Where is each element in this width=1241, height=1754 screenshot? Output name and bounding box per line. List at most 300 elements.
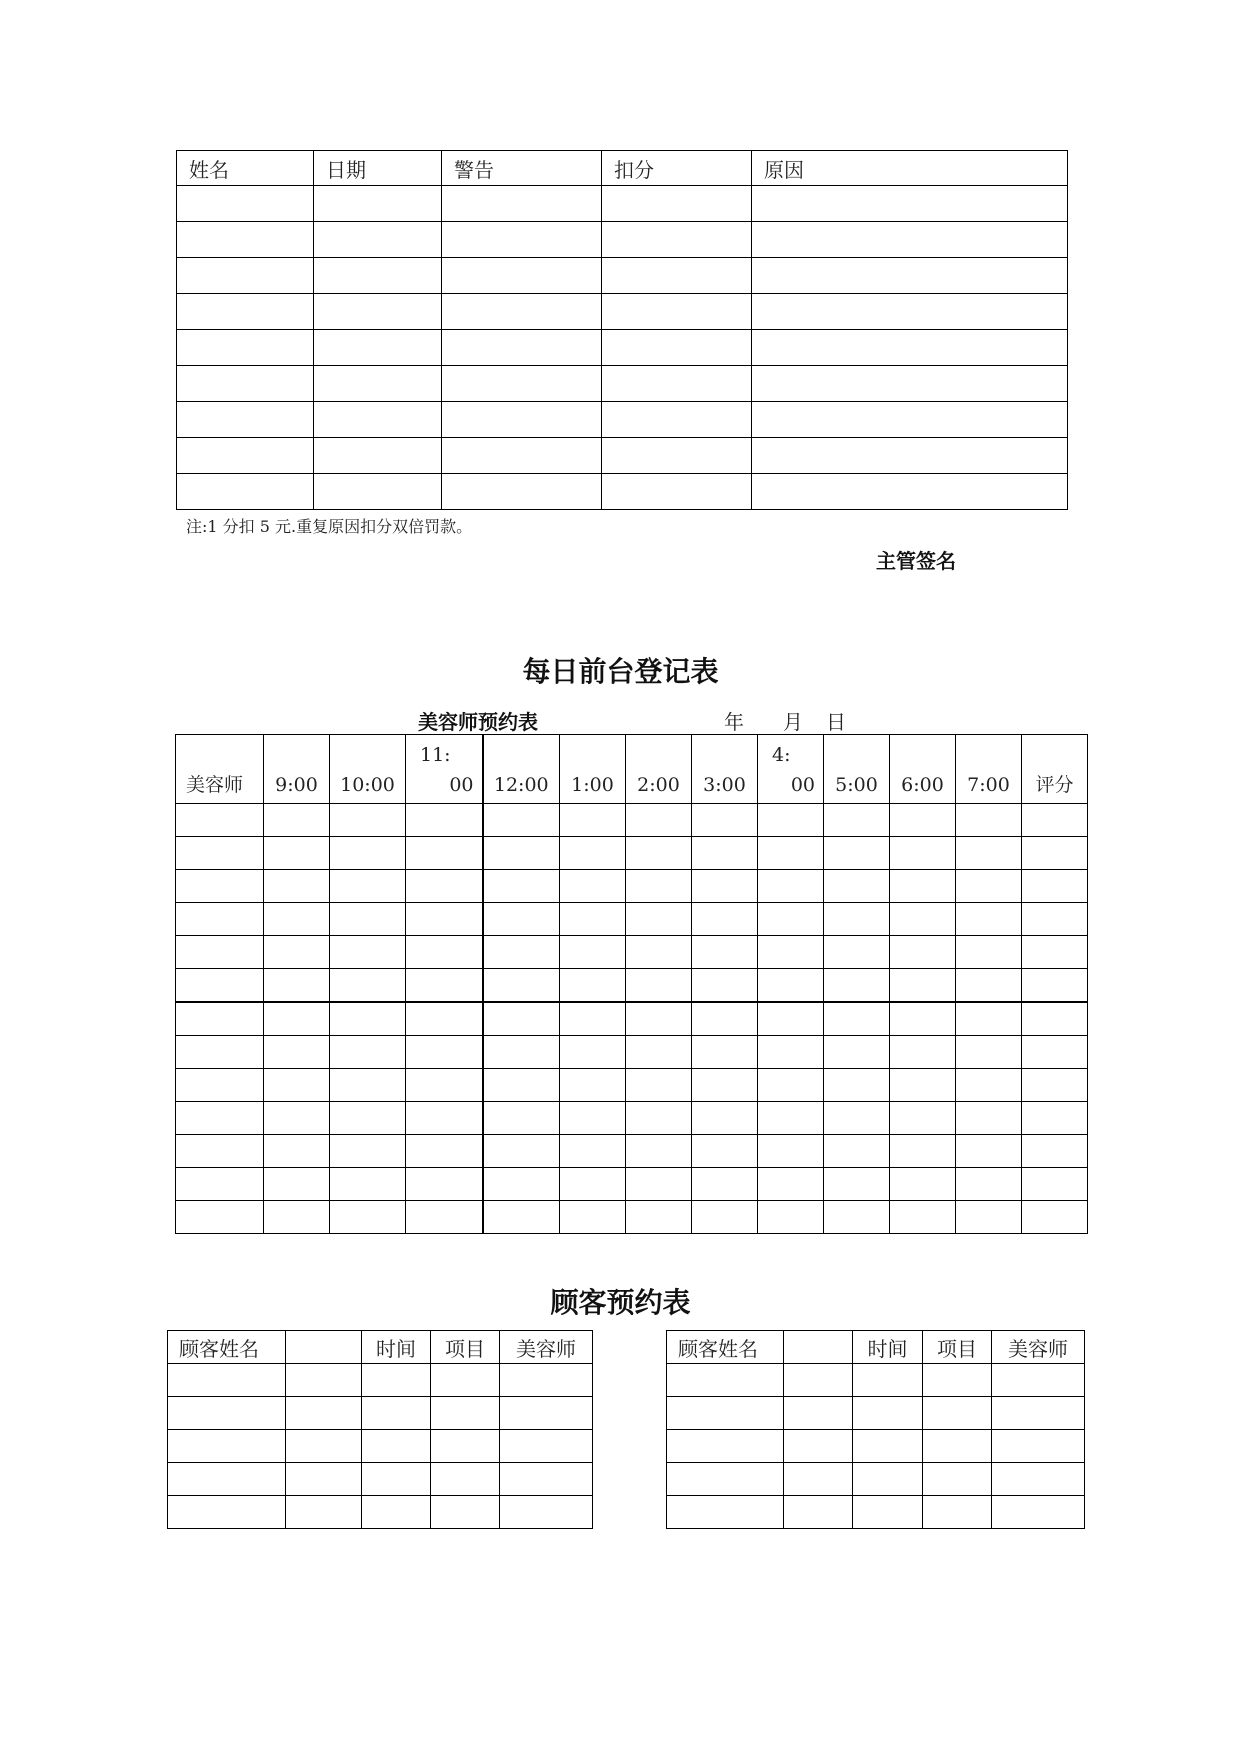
schedule-row-cell[interactable] — [1022, 870, 1088, 903]
booking-right-row — [667, 1496, 1085, 1529]
schedule-row-cell[interactable] — [626, 903, 692, 936]
schedule-row-cell[interactable] — [560, 969, 626, 1003]
schedule-row-cell[interactable] — [1022, 903, 1088, 936]
schedule-row-cell[interactable] — [626, 1102, 692, 1135]
penalty-row-cell[interactable] — [314, 402, 442, 438]
booking-right-row-cell[interactable] — [992, 1496, 1085, 1529]
penalty-row-cell[interactable] — [752, 474, 1068, 510]
booking-right-row-cell[interactable] — [853, 1463, 923, 1496]
schedule-row-cell[interactable] — [483, 804, 560, 837]
schedule-row-cell[interactable] — [1022, 969, 1088, 1003]
schedule-row-cell[interactable] — [692, 936, 758, 969]
schedule-row-cell[interactable] — [626, 1069, 692, 1102]
penalty-row-cell[interactable] — [442, 474, 602, 510]
date-year-label: 年 — [724, 710, 744, 734]
penalty-row-cell[interactable] — [442, 330, 602, 366]
penalty-row-cell[interactable] — [442, 438, 602, 474]
schedule-row — [176, 804, 1088, 837]
booking-right-row-cell[interactable] — [923, 1430, 992, 1463]
schedule-row-cell[interactable] — [692, 1201, 758, 1234]
penalty-row-cell[interactable] — [602, 294, 752, 330]
schedule-row-cell[interactable] — [1022, 1168, 1088, 1201]
schedule-row-cell[interactable] — [406, 1002, 483, 1036]
booking-right-row-cell[interactable] — [992, 1364, 1085, 1397]
schedule-row-cell[interactable] — [626, 936, 692, 969]
penalty-row-cell[interactable] — [442, 366, 602, 402]
penalty-row-cell[interactable] — [314, 366, 442, 402]
schedule-row-cell[interactable] — [176, 1002, 264, 1036]
penalty-row — [177, 402, 1068, 438]
schedule-row-cell[interactable] — [956, 1201, 1022, 1234]
supervisor-signature-label: 主管签名 — [876, 549, 956, 573]
schedule-row-cell[interactable] — [406, 1102, 483, 1135]
penalty-body — [177, 186, 1068, 510]
schedule-row-cell[interactable] — [890, 1168, 956, 1201]
schedule-row-cell[interactable] — [824, 1102, 890, 1135]
schedule-row-cell[interactable] — [176, 804, 264, 837]
schedule-row-cell[interactable] — [264, 1002, 330, 1036]
schedule-row-cell[interactable] — [560, 1036, 626, 1069]
schedule-row-cell[interactable] — [692, 1002, 758, 1036]
schedule-row-cell[interactable] — [626, 1201, 692, 1234]
booking-right-row-cell[interactable] — [667, 1463, 784, 1496]
schedule-row-cell[interactable] — [626, 804, 692, 837]
schedule-row-cell[interactable] — [330, 1102, 406, 1135]
booking-left-row-cell[interactable] — [286, 1463, 362, 1496]
penalty-row-cell[interactable] — [177, 258, 314, 294]
schedule-row — [176, 1002, 1088, 1036]
schedule-row-cell[interactable] — [1022, 1036, 1088, 1069]
schedule-row-cell[interactable] — [890, 1135, 956, 1168]
penalty-row-cell[interactable] — [752, 294, 1068, 330]
schedule-row-cell[interactable] — [330, 969, 406, 1003]
schedule-row-cell[interactable] — [890, 936, 956, 969]
schedule-row-cell[interactable] — [176, 1069, 264, 1102]
schedule-row-cell[interactable] — [406, 870, 483, 903]
schedule-row-cell[interactable] — [406, 969, 483, 1003]
penalty-row-cell[interactable] — [442, 294, 602, 330]
schedule-row-cell[interactable] — [890, 1201, 956, 1234]
booking-left-row-cell[interactable] — [431, 1364, 500, 1397]
schedule-row-cell[interactable] — [758, 1102, 824, 1135]
schedule-row-cell[interactable] — [264, 1036, 330, 1069]
schedule-row-cell[interactable] — [483, 1036, 560, 1069]
schedule-row-cell[interactable] — [560, 936, 626, 969]
schedule-row — [176, 969, 1088, 1003]
booking-right-row-cell[interactable] — [784, 1463, 853, 1496]
schedule-row-cell[interactable] — [330, 1201, 406, 1234]
schedule-row-cell[interactable] — [890, 1036, 956, 1069]
booking-left-row-cell[interactable] — [362, 1397, 431, 1430]
booking-right-body — [667, 1364, 1085, 1529]
schedule-row-cell[interactable] — [692, 1069, 758, 1102]
penalty-row-cell[interactable] — [752, 222, 1068, 258]
booking-right-header-service: 项目 — [923, 1331, 992, 1364]
penalty-row-cell[interactable] — [314, 186, 442, 222]
booking-left-row-cell[interactable] — [168, 1430, 286, 1463]
schedule-row-cell[interactable] — [1022, 936, 1088, 969]
schedule-row-cell[interactable] — [824, 1168, 890, 1201]
schedule-row-cell[interactable] — [330, 870, 406, 903]
schedule-row-cell[interactable] — [692, 1135, 758, 1168]
schedule-row-cell[interactable] — [330, 903, 406, 936]
schedule-row-cell[interactable] — [956, 870, 1022, 903]
schedule-header-beautician: 美容师 — [176, 735, 264, 804]
schedule-row-cell[interactable] — [1022, 1135, 1088, 1168]
schedule-row-cell[interactable] — [824, 903, 890, 936]
penalty-row-cell[interactable] — [752, 402, 1068, 438]
booking-left-row-cell[interactable] — [168, 1397, 286, 1430]
schedule-row-cell[interactable] — [758, 804, 824, 837]
schedule-row-cell[interactable] — [692, 1102, 758, 1135]
booking-right-row-cell[interactable] — [853, 1397, 923, 1430]
schedule-row-cell[interactable] — [176, 1168, 264, 1201]
penalty-row-cell[interactable] — [314, 438, 442, 474]
schedule-row-cell[interactable] — [176, 1135, 264, 1168]
schedule-row-cell[interactable] — [890, 1002, 956, 1036]
penalty-row-cell[interactable] — [602, 222, 752, 258]
booking-left-header-blank — [286, 1331, 362, 1364]
booking-right-row-cell[interactable] — [667, 1364, 784, 1397]
penalty-row-cell[interactable] — [314, 474, 442, 510]
schedule-row-cell[interactable] — [264, 969, 330, 1003]
schedule-row-cell[interactable] — [758, 969, 824, 1003]
penalty-row-cell[interactable] — [177, 402, 314, 438]
booking-left-row-cell[interactable] — [500, 1364, 593, 1397]
schedule-row-cell[interactable] — [626, 1036, 692, 1069]
schedule-row-cell[interactable] — [692, 870, 758, 903]
booking-right-row — [667, 1463, 1085, 1496]
schedule-row-cell[interactable] — [176, 837, 264, 870]
penalty-row-cell[interactable] — [442, 222, 602, 258]
schedule-row-cell[interactable] — [483, 1102, 560, 1135]
penalty-row-cell[interactable] — [602, 402, 752, 438]
schedule-row-cell[interactable] — [956, 1069, 1022, 1102]
booking-left-row-cell[interactable] — [286, 1496, 362, 1529]
schedule-row-cell[interactable] — [758, 936, 824, 969]
schedule-row-cell[interactable] — [483, 1201, 560, 1234]
schedule-row-cell[interactable] — [1022, 804, 1088, 837]
schedule-row-cell[interactable] — [692, 837, 758, 870]
schedule-row-cell[interactable] — [330, 1168, 406, 1201]
booking-left-row-cell[interactable] — [168, 1364, 286, 1397]
booking-right-row-cell[interactable] — [667, 1430, 784, 1463]
schedule-row-cell[interactable] — [330, 1069, 406, 1102]
schedule-row-cell[interactable] — [824, 1201, 890, 1234]
booking-left-row-cell[interactable] — [168, 1463, 286, 1496]
penalty-row-cell[interactable] — [602, 474, 752, 510]
schedule-row-cell[interactable] — [890, 1069, 956, 1102]
schedule-row-cell[interactable] — [956, 1036, 1022, 1069]
schedule-header-4-top: 4: — [772, 744, 791, 766]
booking-right-row-cell[interactable] — [923, 1463, 992, 1496]
schedule-row-cell[interactable] — [956, 837, 1022, 870]
schedule-row-cell[interactable] — [264, 1168, 330, 1201]
schedule-row-cell[interactable] — [890, 969, 956, 1003]
schedule-row-cell[interactable] — [692, 1168, 758, 1201]
booking-left-row-cell[interactable] — [362, 1463, 431, 1496]
penalty-row-cell[interactable] — [314, 258, 442, 294]
booking-left-row — [168, 1430, 593, 1463]
schedule-row-cell[interactable] — [264, 1102, 330, 1135]
schedule-row-cell[interactable] — [176, 870, 264, 903]
schedule-row-cell[interactable] — [824, 1135, 890, 1168]
penalty-row-cell[interactable] — [177, 474, 314, 510]
penalty-row-cell[interactable] — [752, 330, 1068, 366]
schedule-row-cell[interactable] — [483, 1168, 560, 1201]
booking-right-row — [667, 1397, 1085, 1430]
schedule-row-cell[interactable] — [1022, 1201, 1088, 1234]
schedule-row — [176, 837, 1088, 870]
schedule-row-cell[interactable] — [176, 1102, 264, 1135]
schedule-row-cell[interactable] — [626, 1135, 692, 1168]
schedule-row-cell[interactable] — [264, 903, 330, 936]
booking-right-row-cell[interactable] — [784, 1364, 853, 1397]
schedule-row-cell[interactable] — [890, 837, 956, 870]
schedule-row-cell[interactable] — [692, 903, 758, 936]
schedule-row-cell[interactable] — [1022, 837, 1088, 870]
schedule-row-cell[interactable] — [406, 1135, 483, 1168]
schedule-row-cell[interactable] — [406, 1036, 483, 1069]
penalty-row-cell[interactable] — [177, 330, 314, 366]
booking-right-row-cell[interactable] — [784, 1397, 853, 1430]
schedule-row-cell[interactable] — [483, 903, 560, 936]
booking-right-row-cell[interactable] — [853, 1430, 923, 1463]
schedule-row-cell[interactable] — [330, 1036, 406, 1069]
schedule-row-cell[interactable] — [264, 837, 330, 870]
schedule-row-cell[interactable] — [330, 804, 406, 837]
schedule-row-cell[interactable] — [560, 804, 626, 837]
schedule-row-cell[interactable] — [560, 870, 626, 903]
schedule-row-cell[interactable] — [560, 1069, 626, 1102]
schedule-row-cell[interactable] — [264, 1135, 330, 1168]
schedule-row-cell[interactable] — [692, 969, 758, 1003]
booking-right-row-cell[interactable] — [992, 1397, 1085, 1430]
schedule-row-cell[interactable] — [483, 969, 560, 1003]
schedule-row-cell[interactable] — [758, 1036, 824, 1069]
schedule-row-cell[interactable] — [890, 903, 956, 936]
penalty-row-cell[interactable] — [177, 186, 314, 222]
schedule-row-cell[interactable] — [626, 1002, 692, 1036]
schedule-row-cell[interactable] — [406, 837, 483, 870]
schedule-row-cell[interactable] — [264, 804, 330, 837]
booking-left-row — [168, 1463, 593, 1496]
schedule-row-cell[interactable] — [560, 1002, 626, 1036]
schedule-row-cell[interactable] — [1022, 1069, 1088, 1102]
schedule-row-cell[interactable] — [560, 1168, 626, 1201]
booking-left-row-cell[interactable] — [431, 1496, 500, 1529]
booking-left-row-cell[interactable] — [500, 1496, 593, 1529]
schedule-row-cell[interactable] — [560, 837, 626, 870]
penalty-header-name: 姓名 — [177, 151, 314, 186]
schedule-row-cell[interactable] — [483, 870, 560, 903]
booking-left-header-beautician: 美容师 — [500, 1331, 593, 1364]
booking-right-header-blank — [784, 1331, 853, 1364]
schedule-row-cell[interactable] — [956, 969, 1022, 1003]
booking-left-row-cell[interactable] — [431, 1463, 500, 1496]
date-day-label: 日 — [826, 710, 846, 734]
penalty-row-cell[interactable] — [177, 366, 314, 402]
schedule-row-cell[interactable] — [176, 969, 264, 1003]
schedule-row-cell[interactable] — [824, 1069, 890, 1102]
schedule-row-cell[interactable] — [330, 1002, 406, 1036]
booking-left-row-cell[interactable] — [431, 1430, 500, 1463]
booking-left-row-cell[interactable] — [362, 1496, 431, 1529]
booking-right-row-cell[interactable] — [853, 1496, 923, 1529]
schedule-header-1: 1:00 — [560, 735, 626, 804]
date-month-label: 月 — [783, 710, 803, 734]
booking-right-row-cell[interactable] — [784, 1496, 853, 1529]
schedule-row-cell[interactable] — [176, 1201, 264, 1234]
schedule-row-cell[interactable] — [483, 1002, 560, 1036]
schedule-row-cell[interactable] — [406, 936, 483, 969]
booking-right-row-cell[interactable] — [667, 1397, 784, 1430]
booking-right-row-cell[interactable] — [784, 1430, 853, 1463]
booking-left-row-cell[interactable] — [168, 1496, 286, 1529]
booking-right-row-cell[interactable] — [992, 1430, 1085, 1463]
penalty-row-cell[interactable] — [442, 402, 602, 438]
schedule-row-cell[interactable] — [890, 870, 956, 903]
schedule-row-cell[interactable] — [956, 936, 1022, 969]
booking-left-row-cell[interactable] — [286, 1364, 362, 1397]
schedule-row-cell[interactable] — [758, 1069, 824, 1102]
booking-left-row-cell[interactable] — [362, 1364, 431, 1397]
penalty-row-cell[interactable] — [602, 330, 752, 366]
penalty-row-cell[interactable] — [314, 294, 442, 330]
schedule-row-cell[interactable] — [560, 903, 626, 936]
schedule-row-cell[interactable] — [626, 1168, 692, 1201]
schedule-header-11-bottom: 00 — [449, 774, 474, 796]
booking-right-row-cell[interactable] — [923, 1496, 992, 1529]
schedule-row-cell[interactable] — [824, 1036, 890, 1069]
schedule-row-cell[interactable] — [758, 1135, 824, 1168]
penalty-row-cell[interactable] — [602, 366, 752, 402]
schedule-row-cell[interactable] — [758, 1201, 824, 1234]
schedule-row-cell[interactable] — [406, 1201, 483, 1234]
schedule-row-cell[interactable] — [330, 837, 406, 870]
booking-left-row-cell[interactable] — [286, 1397, 362, 1430]
booking-left-row-cell[interactable] — [500, 1397, 593, 1430]
penalty-row-cell[interactable] — [602, 438, 752, 474]
schedule-row — [176, 1102, 1088, 1135]
schedule-row-cell[interactable] — [824, 870, 890, 903]
penalty-row-cell[interactable] — [177, 438, 314, 474]
penalty-row-cell[interactable] — [752, 186, 1068, 222]
schedule-row-cell[interactable] — [692, 804, 758, 837]
booking-right-header-time: 时间 — [853, 1331, 923, 1364]
schedule-row — [176, 1201, 1088, 1234]
schedule-row-cell[interactable] — [824, 804, 890, 837]
booking-right-row-cell[interactable] — [923, 1364, 992, 1397]
schedule-row-cell[interactable] — [264, 1069, 330, 1102]
schedule-row-cell[interactable] — [483, 936, 560, 969]
penalty-row-cell[interactable] — [602, 258, 752, 294]
schedule-row-cell[interactable] — [956, 1168, 1022, 1201]
schedule-row-cell[interactable] — [264, 1201, 330, 1234]
schedule-row-cell[interactable] — [264, 870, 330, 903]
booking-left-row-cell[interactable] — [286, 1430, 362, 1463]
schedule-row-cell[interactable] — [406, 903, 483, 936]
schedule-row-cell[interactable] — [1022, 1002, 1088, 1036]
schedule-row-cell[interactable] — [692, 1036, 758, 1069]
booking-left-row — [168, 1496, 593, 1529]
schedule-row-cell[interactable] — [758, 870, 824, 903]
schedule-row-cell[interactable] — [176, 903, 264, 936]
booking-right-row-cell[interactable] — [667, 1496, 784, 1529]
schedule-row-cell[interactable] — [406, 804, 483, 837]
booking-left-row-cell[interactable] — [500, 1463, 593, 1496]
booking-right-row-cell[interactable] — [923, 1397, 992, 1430]
penalty-row-cell[interactable] — [314, 222, 442, 258]
schedule-row-cell[interactable] — [956, 1002, 1022, 1036]
penalty-row-cell[interactable] — [177, 294, 314, 330]
penalty-row — [177, 474, 1068, 510]
schedule-row-cell[interactable] — [483, 1135, 560, 1168]
booking-left-row-cell[interactable] — [431, 1397, 500, 1430]
schedule-row-cell[interactable] — [824, 837, 890, 870]
beautician-schedule-table — [175, 734, 1088, 1234]
schedule-row — [176, 1036, 1088, 1069]
booking-left-header-customer-name: 顾客姓名 — [168, 1331, 286, 1364]
schedule-row-cell[interactable] — [560, 1102, 626, 1135]
penalty-row-cell[interactable] — [314, 330, 442, 366]
booking-left-row-cell[interactable] — [500, 1430, 593, 1463]
schedule-row-cell[interactable] — [956, 1102, 1022, 1135]
penalty-row-cell[interactable] — [177, 222, 314, 258]
schedule-row-cell[interactable] — [483, 1069, 560, 1102]
schedule-row-cell[interactable] — [824, 936, 890, 969]
schedule-row-cell[interactable] — [956, 903, 1022, 936]
schedule-row-cell[interactable] — [560, 1201, 626, 1234]
schedule-row-cell[interactable] — [758, 1168, 824, 1201]
penalty-row-cell[interactable] — [752, 438, 1068, 474]
booking-right-row-cell[interactable] — [853, 1364, 923, 1397]
schedule-row-cell[interactable] — [330, 936, 406, 969]
schedule-row-cell[interactable] — [890, 1102, 956, 1135]
schedule-row-cell[interactable] — [824, 1002, 890, 1036]
booking-left-row-cell[interactable] — [362, 1430, 431, 1463]
schedule-row-cell[interactable] — [626, 870, 692, 903]
penalty-row-cell[interactable] — [602, 186, 752, 222]
schedule-row-cell[interactable] — [758, 837, 824, 870]
schedule-row-cell[interactable] — [824, 969, 890, 1003]
penalty-row-cell[interactable] — [752, 258, 1068, 294]
schedule-row-cell[interactable] — [406, 1168, 483, 1201]
schedule-row-cell[interactable] — [176, 936, 264, 969]
schedule-row-cell[interactable] — [956, 1135, 1022, 1168]
schedule-row-cell[interactable] — [758, 1002, 824, 1036]
schedule-row-cell[interactable] — [330, 1135, 406, 1168]
booking-right-row-cell[interactable] — [992, 1463, 1085, 1496]
schedule-row-cell[interactable] — [956, 804, 1022, 837]
schedule-row-cell[interactable] — [758, 903, 824, 936]
schedule-row-cell[interactable] — [1022, 1102, 1088, 1135]
penalty-row-cell[interactable] — [442, 258, 602, 294]
schedule-row-cell[interactable] — [483, 837, 560, 870]
booking-right-row — [667, 1430, 1085, 1463]
schedule-row-cell[interactable] — [264, 936, 330, 969]
schedule-row-cell[interactable] — [890, 804, 956, 837]
penalty-row-cell[interactable] — [752, 366, 1068, 402]
schedule-row-cell[interactable] — [406, 1069, 483, 1102]
schedule-row-cell[interactable] — [560, 1135, 626, 1168]
schedule-header-11 — [406, 735, 483, 804]
schedule-row-cell[interactable] — [176, 1036, 264, 1069]
schedule-header-11-top: 11: — [420, 744, 451, 766]
schedule-row-cell[interactable] — [626, 837, 692, 870]
penalty-row-cell[interactable] — [442, 186, 602, 222]
schedule-row-cell[interactable] — [626, 969, 692, 1003]
